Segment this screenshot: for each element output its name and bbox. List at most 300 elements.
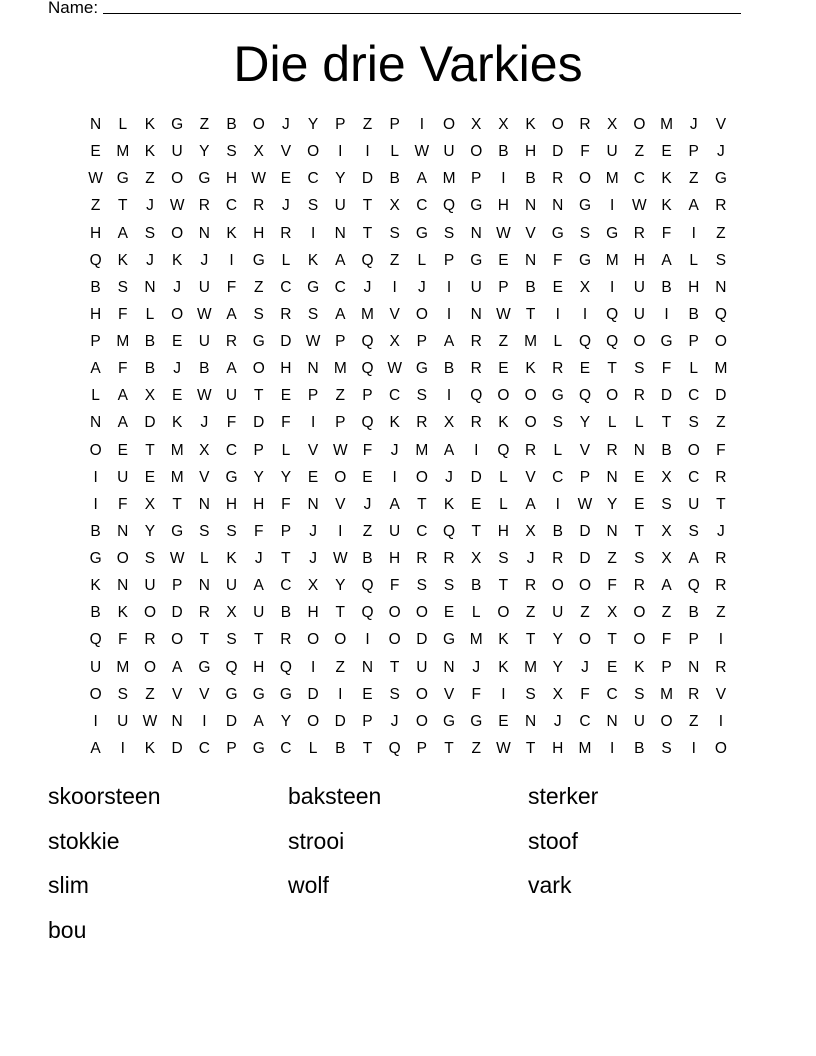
grid-letter: M [415,441,429,459]
grid-letter: S [307,197,319,215]
grid-letter: V [443,685,455,703]
grid-letter: E [144,468,156,486]
grid-letter: S [199,522,210,540]
grid-letter: T [607,631,617,649]
grid-letter: O [388,631,401,649]
grid-letter: A [171,658,183,676]
grid-letter: X [389,333,400,350]
grid-letter: O [497,387,510,405]
grid-letter: S [389,685,400,703]
grid-letter: Q [361,360,374,378]
grid-letter: P [280,522,292,540]
grid-letter: Y [253,468,264,486]
grid-letter: F [661,360,672,378]
grid-letter: N [144,278,156,296]
grid-letter: K [171,251,183,269]
grid-letter: D [579,522,591,540]
grid-letter: X [226,604,237,622]
grid-letter: R [552,360,564,378]
grid-letter: W [632,197,647,215]
grid-letter: R [715,577,727,595]
grid-letter: V [525,468,536,486]
grid-letter: N [470,305,482,323]
grid-letter: M [333,360,347,378]
grid-letter: L [689,360,699,378]
grid-letter: W [496,305,511,323]
grid-letter: G [171,116,184,133]
grid-letter: C [225,441,238,459]
grid-letter: Q [279,658,292,676]
grid-letter: N [171,712,183,730]
grid-letter: T [634,522,645,540]
grid-letter: Q [361,577,374,595]
grid-letter: P [471,170,482,188]
grid-letter: Z [607,550,617,567]
grid-letter: K [661,170,672,188]
grid-letter: R [470,360,482,378]
grid-letter: K [525,116,536,133]
grid-letter: D [171,604,183,622]
grid-letter: I [664,305,669,323]
grid-letter: J [254,550,263,567]
grid-letter: X [443,414,455,432]
grid-letter: P [307,387,319,405]
grid-letter: A [253,712,264,730]
grid-letter: R [470,414,482,432]
grid-letter: S [443,224,455,242]
page-title: Die drie Varkies [233,36,583,92]
grid-letter: T [362,739,373,757]
grid-letter: N [198,577,210,595]
grid-letter: G [89,550,102,567]
grid-letter: Z [199,116,210,133]
grid-letter: Z [471,739,481,757]
grid-letter: I [93,712,98,730]
grid-letter: U [633,305,645,323]
grid-letter: H [633,251,645,269]
grid-letter: L [499,495,508,513]
grid-letter: I [555,305,560,323]
grid-letter: Q [361,604,374,622]
grid-letter: V [579,441,591,459]
grid-letter: Z [716,604,726,622]
grid-letter: Z [498,333,509,350]
grid-letter: A [688,197,699,215]
grid-letter: N [334,224,346,242]
grid-letter: I [365,143,370,161]
grid-letter: S [226,631,237,649]
grid-letter: B [498,143,509,161]
grid-letter: X [661,522,672,540]
grid-letter: R [633,387,645,405]
grid-letter: G [578,197,591,215]
grid-letter: V [389,305,400,323]
grid-letter: G [470,712,483,730]
grid-letter: N [606,468,618,486]
grid-letter: T [498,577,509,595]
grid-letter: V [335,495,346,513]
grid-letter: T [716,495,726,513]
grid-letter: O [415,468,428,486]
grid-letter: B [634,739,645,757]
grid-letter: G [198,658,211,676]
grid-letter: Y [606,495,618,513]
grid-letter: C [198,739,210,757]
grid-letter: M [578,739,592,757]
grid-letter: B [389,170,400,188]
grid-letter: T [118,197,128,215]
grid-letter: U [117,712,129,730]
grid-letter: V [171,685,183,703]
grid-letter: J [200,251,209,269]
grid-letter: C [606,685,618,703]
grid-letter: O [660,712,673,730]
grid-letter: S [661,739,672,757]
grid-letter: M [170,468,184,486]
grid-letter: P [90,333,101,350]
grid-letter: P [498,278,509,296]
grid-letter: B [90,604,101,622]
grid-letter: X [606,116,618,133]
grid-letter: K [144,116,156,133]
grid-letter: E [280,170,292,188]
grid-letter: N [361,658,374,676]
word-list-item: slim [48,872,89,898]
grid-letter: R [416,414,428,432]
grid-letter: O [633,333,646,350]
grid-letter: L [200,550,209,567]
grid-letter: R [688,685,700,703]
grid-letter: U [334,197,346,215]
grid-letter: V [280,143,292,161]
grid-letter: Q [361,333,374,350]
grid-letter: S [389,224,400,242]
grid-letter: A [335,305,346,323]
grid-letter: B [552,522,563,540]
grid-letter: Y [552,658,563,676]
grid-letter: V [525,224,536,242]
grid-letter: H [307,604,319,622]
grid-letter: E [661,143,672,161]
grid-letter: F [607,577,617,595]
grid-letter: R [198,604,210,622]
grid-letter: E [280,387,292,405]
grid-letter: M [714,360,728,378]
grid-letter: S [634,550,645,567]
grid-letter: B [525,170,536,188]
grid-letter: E [307,468,319,486]
grid-letter: U [253,604,265,622]
grid-letter: K [171,414,183,432]
grid-letter: R [253,197,265,215]
grid-letter: D [307,685,319,703]
grid-letter: S [226,522,237,540]
name-label: Name: [48,0,99,17]
grid-letter: C [225,197,238,215]
grid-letter: O [524,414,537,432]
grid-letter: K [144,739,156,757]
grid-letter: I [310,414,316,432]
grid-letter: X [579,278,591,296]
grid-letter: U [443,143,455,161]
grid-letter: I [392,278,397,296]
grid-letter: I [446,278,452,296]
grid-letter: P [362,712,373,730]
grid-letter: D [416,631,428,649]
grid-letter: D [470,468,482,486]
grid-letter: F [661,224,672,242]
grid-letter: K [498,414,509,432]
grid-letter: K [498,631,509,649]
grid-letter: P [362,387,373,405]
grid-letter: S [552,414,563,432]
grid-letter: O [89,441,102,459]
grid-letter: T [253,631,264,649]
word-list [48,779,768,957]
grid-letter: N [606,712,618,730]
grid-letter: R [280,305,292,323]
grid-letter: A [90,739,101,757]
grid-letter: N [89,414,102,432]
grid-letter: X [199,441,210,459]
grid-letter: W [88,170,103,188]
grid-letter: N [552,197,564,215]
grid-letter: O [307,143,320,161]
grid-letter: I [338,685,343,703]
grid-letter: O [578,631,591,649]
grid-letter: N [524,197,537,215]
grid-letter: M [469,631,483,649]
grid-letter: A [90,360,101,378]
grid-letter: I [392,468,397,486]
grid-letter: F [580,685,590,703]
grid-letter: G [578,251,591,269]
grid-letter: L [689,251,699,269]
grid-letter: L [499,468,508,486]
grid-letter: G [279,685,292,703]
grid-letter: F [281,495,291,513]
grid-letter: P [688,631,699,649]
grid-letter: O [143,658,156,676]
grid-letter: M [660,685,673,703]
grid-letter: U [688,495,700,513]
name-field [48,0,741,18]
name-blank-line [103,0,741,14]
grid-letter: B [199,360,210,378]
grid-letter: R [470,333,482,350]
grid-letter: C [688,387,700,405]
grid-letter: H [253,495,265,513]
grid-letter: Z [362,116,373,133]
grid-letter: Z [90,197,101,215]
grid-letter: Z [335,658,346,676]
grid-letter: J [390,712,399,730]
grid-letter: B [335,739,346,757]
grid-letter: L [145,305,155,323]
grid-letter: B [471,577,482,595]
grid-letter: Y [579,414,591,432]
grid-letter: H [89,305,102,323]
grid-letter: A [226,305,237,323]
grid-letter: X [498,116,509,133]
grid-letter: D [334,712,346,730]
grid-letter: H [89,224,102,242]
grid-letter: B [661,278,672,296]
grid-letter: A [443,441,455,459]
grid-letter: T [335,604,346,622]
grid-letter: K [226,224,237,242]
grid-letter: Q [443,197,456,215]
grid-letter: L [308,739,318,757]
grid-letter: W [197,387,212,405]
grid-letter: K [117,251,128,269]
grid-letter: I [446,305,452,323]
grid-letter: L [118,116,128,133]
grid-letter: O [171,631,184,649]
grid-letter: L [281,251,291,269]
grid-letter: S [144,550,156,567]
grid-letter: G [470,197,483,215]
grid-letter: S [253,305,264,323]
grid-letter: I [474,441,479,459]
grid-letter: I [120,739,125,757]
grid-letter: V [715,685,727,703]
grid-letter: P [335,333,346,350]
grid-letter: Q [578,333,591,350]
grid-letter: S [416,577,428,595]
grid-letter: M [116,143,130,161]
grid-letter: T [661,414,672,432]
grid-letter: B [226,116,237,133]
grid-letter: S [525,685,536,703]
grid-letter: U [198,333,210,350]
grid-letter: L [417,251,427,269]
grid-letter: J [717,143,725,161]
grid-letter: W [332,441,348,459]
grid-letter: E [171,333,183,350]
grid-letter: N [470,224,482,242]
grid-letter: J [363,495,372,513]
grid-letter: N [117,522,129,540]
grid-letter: N [606,522,618,540]
grid-letter: C [688,468,700,486]
grid-letter: R [280,224,292,242]
grid-letter: Z [688,712,699,730]
grid-letter: F [362,441,373,459]
grid-letter: D [715,387,727,405]
grid-letter: L [553,441,563,459]
grid-letter: K [226,550,237,567]
grid-letter: W [169,550,185,567]
grid-letter: D [579,550,591,567]
grid-letter: S [117,278,128,296]
grid-letter: K [443,495,455,513]
grid-letter: O [470,143,483,161]
grid-letter: G [252,251,265,269]
grid-letter: B [688,604,699,622]
grid-letter: G [443,712,456,730]
grid-letter: P [171,577,183,595]
grid-letter: G [470,251,483,269]
grid-letter: I [365,631,370,649]
grid-letter: J [309,522,317,540]
grid-letter: N [198,224,210,242]
grid-letter: Z [634,143,645,161]
grid-letter: H [225,170,238,188]
grid-letter: Z [661,604,672,622]
grid-letter: E [117,441,128,459]
grid-letter: G [252,333,265,350]
grid-letter: Y [144,522,156,540]
grid-letter: G [171,522,184,540]
grid-letter: D [225,712,238,730]
grid-letter: R [633,224,645,242]
grid-letter: X [606,604,618,622]
grid-letter: J [689,116,698,133]
grid-letter: W [414,143,430,161]
grid-letter: J [717,522,725,540]
grid-letter: S [144,224,156,242]
grid-letter: X [661,550,672,567]
grid-letter: U [389,522,401,540]
grid-letter: A [335,251,346,269]
grid-letter: D [361,170,374,188]
grid-letter: A [117,414,128,432]
grid-letter: F [118,360,128,378]
grid-letter: L [91,387,100,405]
grid-letter: H [253,658,265,676]
grid-letter: A [117,224,128,242]
grid-letter: O [415,685,428,703]
grid-letter: J [363,278,372,296]
grid-letter: M [524,658,538,676]
grid-letter: A [688,550,699,567]
grid-letter: I [229,251,234,269]
grid-letter: N [524,712,537,730]
grid-letter: U [198,278,210,296]
word-list-item: bou [48,916,87,943]
grid-letter: Q [361,251,374,269]
grid-letter: D [660,387,673,405]
grid-letter: F [580,143,590,161]
grid-letter: K [498,658,509,676]
grid-letter: T [253,387,264,405]
grid-letter: U [144,577,156,595]
word-list-item: wolf [288,872,329,898]
grid-letter: N [443,658,455,676]
grid-letter: Z [580,604,590,622]
grid-letter: J [200,414,209,432]
grid-letter: D [253,414,265,432]
grid-letter: B [661,441,672,459]
grid-letter: O [606,387,619,405]
grid-letter: I [691,224,696,242]
word-list-item: baksteen [288,783,382,809]
grid-letter: V [715,116,727,133]
grid-letter: E [606,658,618,676]
grid-letter: W [169,197,185,215]
grid-letter: H [280,360,292,378]
grid-letter: E [498,712,509,730]
grid-letter: G [252,685,265,703]
grid-letter: H [389,550,401,567]
grid-letter: I [93,495,98,513]
grid-letter: Q [225,658,238,676]
grid-letter: U [225,387,238,405]
grid-letter: D [171,739,183,757]
grid-letter: Q [497,441,510,459]
grid-letter: F [226,278,237,296]
